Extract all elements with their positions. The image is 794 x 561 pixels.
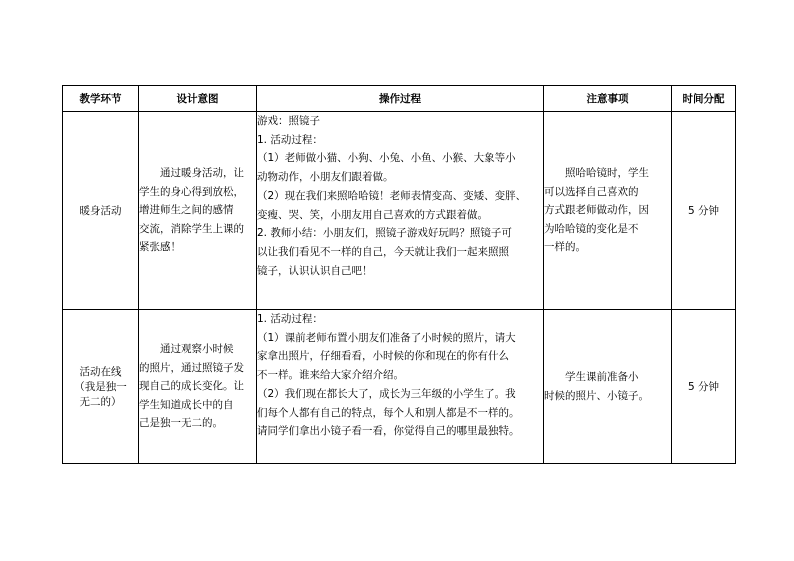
procedure-line: 请同学们拿出小镜子看一看，你觉得自己的哪里最独特。: [257, 425, 520, 438]
header-procedure: 操作过程: [257, 86, 544, 112]
procedure-line: （2）现在我们来照哈哈镜！老师表情变高、变矮、变胖、: [257, 189, 527, 202]
notes-line: 方式跟老师做动作，因: [544, 204, 649, 217]
intent-line: 学生知道成长中的自: [139, 398, 234, 411]
procedure-line: 1. 活动过程：: [257, 313, 323, 325]
intent-line: 学生的身心得到放松，: [139, 185, 244, 198]
intent-line: 交流，消除学生上课的: [139, 222, 244, 235]
notes-text: [544, 368, 671, 405]
procedure-line: 游戏：照镜子: [257, 115, 320, 127]
intent-line: 通过观察小时候: [160, 343, 234, 356]
procedure-line: （1）课前老师布置小朋友们准备了小时候的照片，请大: [257, 331, 516, 344]
notes-cell: [544, 112, 672, 310]
intent-line: 的照片，通过照镜子发: [139, 361, 244, 374]
procedure-line: 们每个人都有自己的特点，每个人和别人都是不一样的。: [257, 406, 520, 419]
procedure-cell: [257, 310, 544, 464]
procedure-line: （2）我们现在都长大了，成长为三年级的小学生了。我: [257, 387, 516, 400]
notes-line: 照哈哈镜时，学生: [565, 167, 649, 180]
table-row: [63, 310, 736, 464]
procedure-line: 动物动作，小朋友们跟着做。: [257, 171, 394, 184]
design-intent-cell: [139, 112, 257, 310]
notes-cell: [544, 310, 672, 464]
notes-line: 为哈哈镜的变化是不: [544, 222, 639, 235]
stage-cell: [63, 310, 139, 464]
procedure-line: 家拿出照片，仔细看看，小时候的你和现在的你有什么: [257, 350, 509, 363]
design-intent-text: [139, 340, 256, 433]
procedure-line: 2. 教师小结：小朋友们，照镜子游戏好玩吗？照镜子可: [257, 227, 512, 240]
notes-line: 时候的照片、小镜子。: [544, 389, 649, 402]
stage-cell: [63, 112, 139, 310]
notes-text: [544, 164, 671, 257]
intent-line: 现自己的成长变化。让: [139, 380, 244, 393]
procedure-line: 1. 活动过程：: [257, 133, 323, 146]
header-notes: 注意事项: [544, 86, 672, 112]
table-row: [63, 112, 736, 310]
intent-line: 通过暖身活动，让: [160, 167, 244, 180]
header-stage: 教学环节: [63, 86, 139, 112]
stage-line: （我是独一: [74, 381, 127, 393]
intent-line: 己是独一无二的。: [139, 417, 223, 430]
time-cell: 5 分钟: [672, 310, 736, 464]
time-cell: 5 分钟: [672, 112, 736, 310]
procedure-line: 镜子，认识认识自己吧！: [257, 264, 373, 277]
notes-line: 学生课前准备小: [565, 371, 639, 383]
table-header-row: [63, 86, 736, 112]
procedure-line: 不一样。谁来给大家介绍介绍。: [257, 369, 404, 382]
lesson-plan-table: [62, 85, 736, 464]
notes-line: 一样的。: [544, 241, 586, 254]
procedure-line: 以让我们看见不一样的自己，今天就让我们一起来照照: [257, 245, 509, 258]
stage-line: 无二的）: [79, 396, 122, 408]
stage-line: 活动在线: [79, 366, 122, 378]
design-intent-text: [139, 164, 256, 257]
procedure-cell: [257, 112, 544, 310]
intent-line: 紧张感！: [139, 241, 181, 254]
stage-line: 暖身活动: [79, 205, 122, 217]
procedure-line: （1）老师做小猫、小狗、小兔、小鱼、小猴、大象等小: [257, 152, 516, 165]
procedure-line: 变瘦、哭、笑，小朋友用自己喜欢的方式跟着做。: [257, 208, 488, 221]
notes-line: 可以选择自己喜欢的: [544, 185, 639, 198]
header-design-intent: 设计意图: [139, 86, 257, 112]
design-intent-cell: [139, 310, 257, 464]
header-time-allocation: 时间分配: [672, 86, 736, 112]
intent-line: 增进师生之间的感情: [139, 204, 234, 217]
